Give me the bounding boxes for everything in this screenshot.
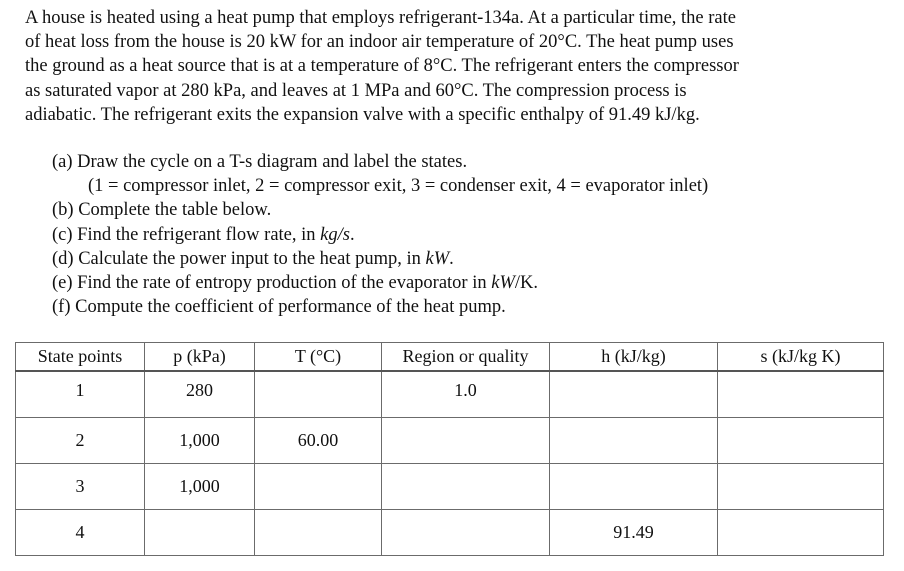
task-e: (e) Find the rate of entropy production of the evaporator in kW/K.: [52, 273, 538, 294]
table-cell: [382, 510, 550, 556]
table-cell: [382, 418, 550, 464]
header-region-quality: Region or quality: [382, 343, 550, 372]
table-row: [16, 464, 884, 510]
problem-line: adiabatic. The refrigerant exits the expansion valve with a specific enthalpy of 91.49 kJ/kg.: [25, 104, 700, 125]
state-table: [15, 342, 884, 556]
problem-line: the ground as a heat source that is at a temperature of 8°C. The refrigerant enters the compressor: [25, 56, 739, 77]
table-cell: [550, 418, 718, 464]
table-cell: 1.0: [382, 371, 550, 418]
table-cell: 4: [16, 510, 145, 556]
table-row: [16, 510, 884, 556]
header-entropy: s (kJ/kg K): [718, 343, 884, 372]
header-temperature: T (°C): [255, 343, 382, 372]
task-b: (b) Complete the table below.: [52, 200, 272, 221]
table-cell: [550, 371, 718, 418]
table-cell: 1,000: [145, 418, 255, 464]
task-f: (f) Compute the coefficient of performance of the heat pump.: [52, 297, 506, 318]
task-list: [52, 150, 708, 319]
table-cell: [255, 510, 382, 556]
table-cell: [718, 510, 884, 556]
task-d: (d) Calculate the power input to the heat pump, in kW.: [52, 248, 454, 269]
task-a-state-labels: (1 = compressor inlet, 2 = compressor exit, 3 = condenser exit, 4 = evaporator inlet): [88, 176, 709, 197]
task-c: (c) Find the refrigerant flow rate, in kg/s.: [52, 224, 355, 245]
table-row: [16, 371, 884, 418]
problem-statement: [25, 6, 885, 127]
table-cell: 280: [145, 371, 255, 418]
problem-line: of heat loss from the house is 20 kW for an indoor air temperature of 20°C. The heat pump uses: [25, 32, 734, 53]
header-enthalpy: h (kJ/kg): [550, 343, 718, 372]
table-cell: 60.00: [255, 418, 382, 464]
table-header-row: [16, 343, 884, 372]
table-cell: 91.49: [550, 510, 718, 556]
problem-line: A house is heated using a heat pump that employs refrigerant-134a. At a particular time, the rate: [25, 8, 736, 28]
table-cell: 3: [16, 464, 145, 510]
table-cell: [718, 371, 884, 418]
table-cell: [718, 464, 884, 510]
table-row: [16, 418, 884, 464]
table-cell: [382, 464, 550, 510]
header-state-points: State points: [16, 343, 145, 372]
table-cell: [255, 464, 382, 510]
table-cell: [718, 418, 884, 464]
table-cell: [550, 464, 718, 510]
table-cell: 1,000: [145, 464, 255, 510]
table-cell: [145, 510, 255, 556]
problem-line: as saturated vapor at 280 kPa, and leaves at 1 MPa and 60°C. The compression process is: [25, 80, 687, 101]
table-cell: 2: [16, 418, 145, 464]
task-a: (a) Draw the cycle on a T-s diagram and label the states.: [52, 152, 468, 172]
table-cell: 1: [16, 371, 145, 418]
table-cell: [255, 371, 382, 418]
header-pressure: p (kPa): [145, 343, 255, 372]
